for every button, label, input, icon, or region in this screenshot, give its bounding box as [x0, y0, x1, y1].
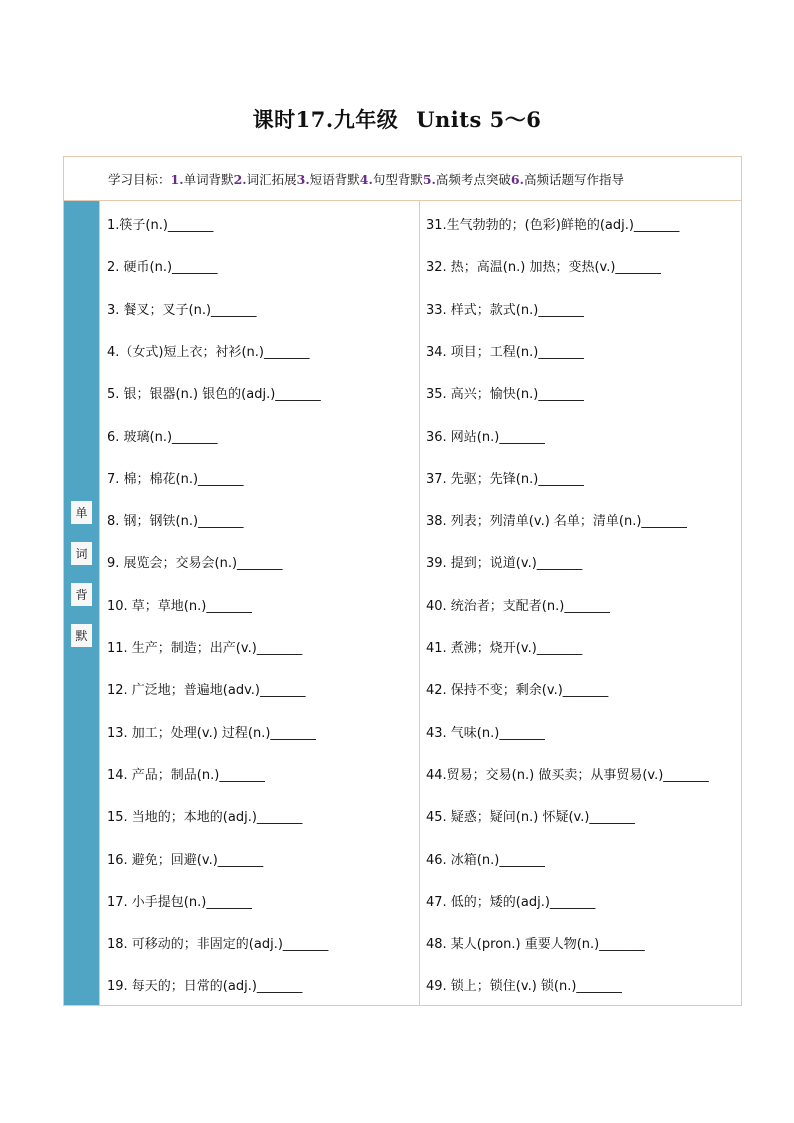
vocab-item: 11. 生产；制造；出产(v.)_______	[107, 641, 303, 656]
vocab-item: 41. 煮沸；烧开(v.)_______	[426, 641, 583, 656]
vocab-item: 37. 先驱；先锋(n.)_______	[426, 471, 584, 487]
vocab-item: 7. 棉；棉花(n.)_______	[107, 471, 244, 487]
title-lesson: 课时17.九年级	[252, 107, 399, 132]
vocab-item: 42. 保持不变；剩余(v.)_______	[426, 683, 609, 699]
vocab-item: 40. 统治者；支配者(n.)_______	[426, 598, 610, 614]
vocab-item: 8. 钢；钢铁(n.)_______	[107, 514, 244, 530]
vocab-item: 14. 产品；制品(n.)_______	[107, 767, 265, 783]
goal-item: 1.单词背默	[170, 171, 234, 187]
vocab-item: 32. 热；高温(n.) 加热；变热(v.)_______	[426, 260, 661, 276]
vocab-item: 5. 银；银器(n.) 银色的(adj.)_______	[107, 387, 321, 403]
vocab-item: 3. 餐叉；叉子(n.)_______	[107, 302, 257, 318]
vocab-item: 13. 加工；处理(v.) 过程(n.)_______	[107, 725, 316, 741]
vocab-item: 4.（女式)短上衣；衬衫(n.)_______	[107, 344, 310, 360]
vocab-item: 18. 可移动的；非固定的(adj.)_______	[107, 937, 329, 953]
vocab-item: 17. 小手提包(n.)_______	[107, 894, 252, 910]
vocab-item: 31.生气勃勃的；(色彩)鲜艳的(adj.)_______	[426, 218, 680, 233]
vocab-item: 49. 锁上；锁住(v.) 锁(n.)_______	[426, 979, 622, 995]
vocab-item: 35. 高兴；愉快(n.)_______	[426, 387, 584, 403]
sidebar-char: 背	[71, 583, 92, 606]
vocab-item: 36. 网站(n.)_______	[426, 429, 545, 445]
page-title	[0, 104, 794, 134]
sidebar-char: 词	[71, 542, 92, 565]
right-column	[420, 201, 741, 1005]
left-column	[100, 201, 420, 1005]
vocab-item: 43. 气味(n.)_______	[426, 725, 545, 741]
vocab-item: 44.贸易；交易(n.) 做买卖；从事贸易(v.)_______	[426, 767, 709, 783]
vocab-item: 6. 玻璃(n.)_______	[107, 429, 218, 445]
sidebar-char: 单	[71, 501, 92, 524]
goal-item: 3.短语背默	[296, 171, 360, 187]
vocab-item: 46. 冰箱(n.)_______	[426, 852, 545, 868]
learning-goals	[64, 157, 741, 201]
goals-prefix: 学习目标：	[108, 171, 171, 187]
goal-item: 2.词汇拓展	[233, 171, 297, 187]
vocab-item: 45. 疑惑；疑问(n.) 怀疑(v.)_______	[426, 810, 635, 826]
section-sidebar	[64, 201, 100, 1005]
vocab-item: 2. 硬币(n.)_______	[107, 260, 218, 276]
vocab-item: 38. 列表；列清单(v.) 名单；清单(n.)_______	[426, 514, 687, 530]
vocab-item: 19. 每天的；日常的(adj.)_______	[107, 979, 303, 995]
worksheet-body	[64, 201, 741, 1005]
vocab-item: 16. 避免；回避(v.)_______	[107, 852, 264, 868]
vocab-item: 48. 某人(pron.) 重要人物(n.)_______	[426, 937, 645, 953]
vocab-item: 12. 广泛地；普遍地(adv.)_______	[107, 683, 306, 699]
vocab-item: 34. 项目；工程(n.)_______	[426, 344, 584, 360]
vocab-item: 47. 低的；矮的(adj.)_______	[426, 894, 596, 910]
goal-item: 6.高频话题写作指导	[510, 171, 624, 187]
vocab-item: 9. 展览会；交易会(n.)_______	[107, 556, 283, 572]
sidebar-char: 默	[71, 624, 92, 647]
vocab-item: 10. 草；草地(n.)_______	[107, 598, 252, 614]
vocab-item: 1.筷子(n.)_______	[107, 218, 214, 233]
worksheet-table	[63, 156, 742, 1006]
title-units: Units 5～6	[416, 107, 542, 132]
vocab-item: 33. 样式；款式(n.)_______	[426, 302, 584, 318]
goal-item: 4.句型背默	[359, 171, 423, 187]
vocab-item: 39. 提到；说道(v.)_______	[426, 556, 583, 572]
goal-item: 5.高频考点突破	[422, 171, 511, 187]
vocab-item: 15. 当地的；本地的(adj.)_______	[107, 810, 303, 826]
